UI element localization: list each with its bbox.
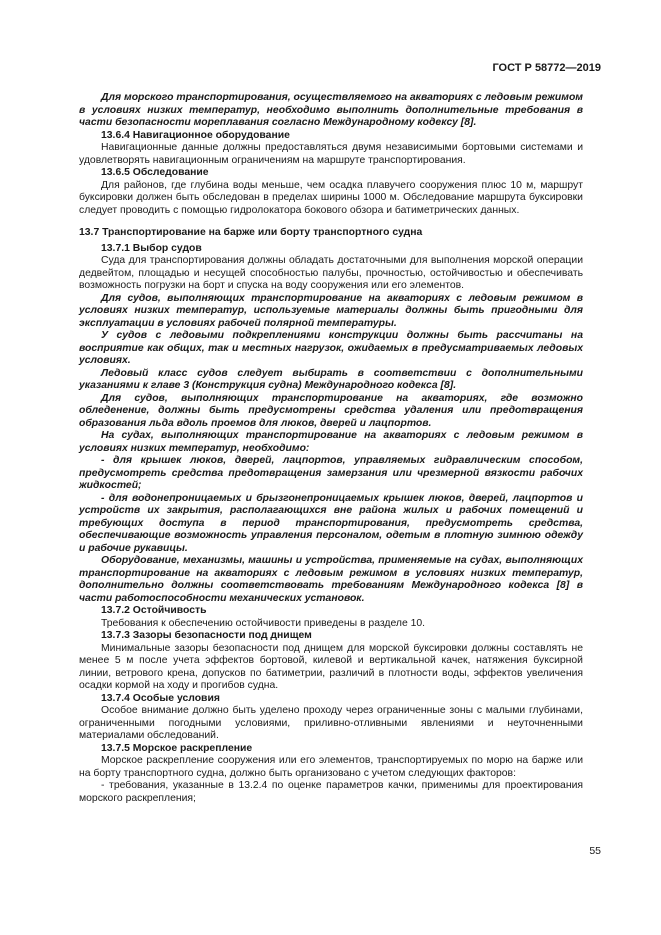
paragraph: У судов с ледовыми подкреплениями конструкции должны быть рассчитаны на восприятие как общих, так и местных нагрузок, ожидаемых в предусматриваемых ледовых условиях. bbox=[79, 330, 583, 366]
paragraph: Ледовый класс судов следует выбирать в соответствии с дополнительными указаниями к главе 3 (Конструкция судна) Международного кодекса [8]. bbox=[79, 367, 583, 391]
paragraph: На судах, выполняющих транспортирование на акваториях с ледовым режимом в условиях низких температур, необходимо: bbox=[79, 430, 583, 454]
paragraph: Для морского транспортирования, осуществляемого на акваториях с ледовым режимом в условиях низких температур, необходимо выполнить дополнительные требования в части безопасности мореплавания согласно Международному кодексу [8]. bbox=[79, 92, 583, 128]
paragraph: Для судов, выполняющих транспортирование на акваториях, где возможно обледенение, должны быть предусмотрены средства удаления или предотвращения образования льда вдоль проемов для люков, дверей и лацпортов. bbox=[79, 392, 583, 429]
section-heading: 13.7 Транспортирование на барже или борту транспортного судна bbox=[79, 227, 423, 238]
subsection-heading: 13.6.5 Обследование bbox=[101, 167, 209, 178]
subsection-heading: 13.7.1 Выбор судов bbox=[101, 242, 202, 254]
subsection-heading: 13.7.4 Особые условия bbox=[101, 692, 220, 704]
subsection-heading: 13.7.3 Зазоры безопасности под днищем bbox=[101, 630, 312, 641]
paragraph: Для судов, выполняющих транспортирование на акваториях с ледовым режимом в условиях низких температур, используемые материалы должны быть пригодными для эксплуатации в условиях рабочей полярной температуры. bbox=[79, 292, 583, 329]
subsection-heading: 13.7.5 Морское раскрепление bbox=[101, 742, 253, 754]
subsection-heading: 13.6.4 Навигационное оборудование bbox=[101, 129, 290, 141]
subsection-heading: 13.7.2 Остойчивость bbox=[101, 605, 207, 616]
list-item: - требования, указанные в 13.2.4 по оценке параметров качки, применимы для проектирования морского раскрепления; bbox=[79, 780, 583, 804]
list-item: - для крышек люков, дверей, лацпортов, управляемых гидравлическим способом, предусмотреть средства предотвращения замерзания или чрезмерной вязкости рабочих жидкостей; bbox=[79, 455, 583, 491]
paragraph: Оборудование, механизмы, машины и устройства, применяемые на судах, выполняющих транспортирование на акваториях с ледовым режимом в условиях низких температур, дополнительно должны соответствовать требованиям Международного кодекса [8] в части работоспособности механических установок. bbox=[79, 555, 583, 604]
paragraph: Особое внимание должно быть уделено проходу через ограниченные зоны с малыми глубинами, ограниченными погодными условиями, приливно-отливными явлениями и неуточненными материалами обследований. bbox=[79, 705, 583, 741]
paragraph: Минимальные зазоры безопасности под днищем для морской буксировки должны составлять не менее 5 м после учета эффектов бортовой, килевой и вертикальной качек, натяжения буксирной линии, ветрового крена, допусков по батиметрии, различий в плотности воды, эффектов увеличения осадки кормой на ходу и прогибов судна. bbox=[79, 642, 583, 691]
paragraph: Суда для транспортирования должны обладать достаточными для выполнения морской операции дедвейтом, площадью и несущей способностью палубы, прочностью, остойчивостью и обеспечивать возможность погрузки на борт и спуска на воду сооружения или его элементов. bbox=[79, 255, 583, 291]
paragraph: Требования к обеспечению остойчивости приведены в разделе 10. bbox=[101, 617, 426, 629]
document-header: ГОСТ Р 58772—2019 bbox=[492, 62, 601, 74]
paragraph: Навигационные данные должны предоставляться двумя независимыми бортовыми системами и удовлетворять навигационным ограничениям на маршруте транспортирования. bbox=[79, 142, 583, 166]
paragraph: Морское раскрепление сооружения или его элементов, транспортируемых по морю на барже или на борту транспортного судна, должно быть организовано с учетом следующих факторов: bbox=[79, 755, 583, 779]
page-number: 55 bbox=[589, 845, 601, 857]
paragraph: Для районов, где глубина воды меньше, чем осадка плавучего сооружения плюс 10 м, маршрут буксировки должен быть обследован в пределах ширины 1000 м. Обследование маршрута буксировки следует проводить с помощью гидролокатора бокового обзора и батиметрических данных. bbox=[79, 179, 583, 216]
document-body bbox=[79, 92, 583, 805]
list-item: - для водонепроницаемых и брызгонепроницаемых крышек люков, дверей, лацпортов и устройств их закрытия, располагающихся вне района жилых и рабочих помещений и требующих доступа в период транспортирования, предусмотреть средства, обеспечивающие возможность управления персоналом, одетым в плотную зимнюю одежду и рабочие рукавицы. bbox=[79, 492, 583, 554]
